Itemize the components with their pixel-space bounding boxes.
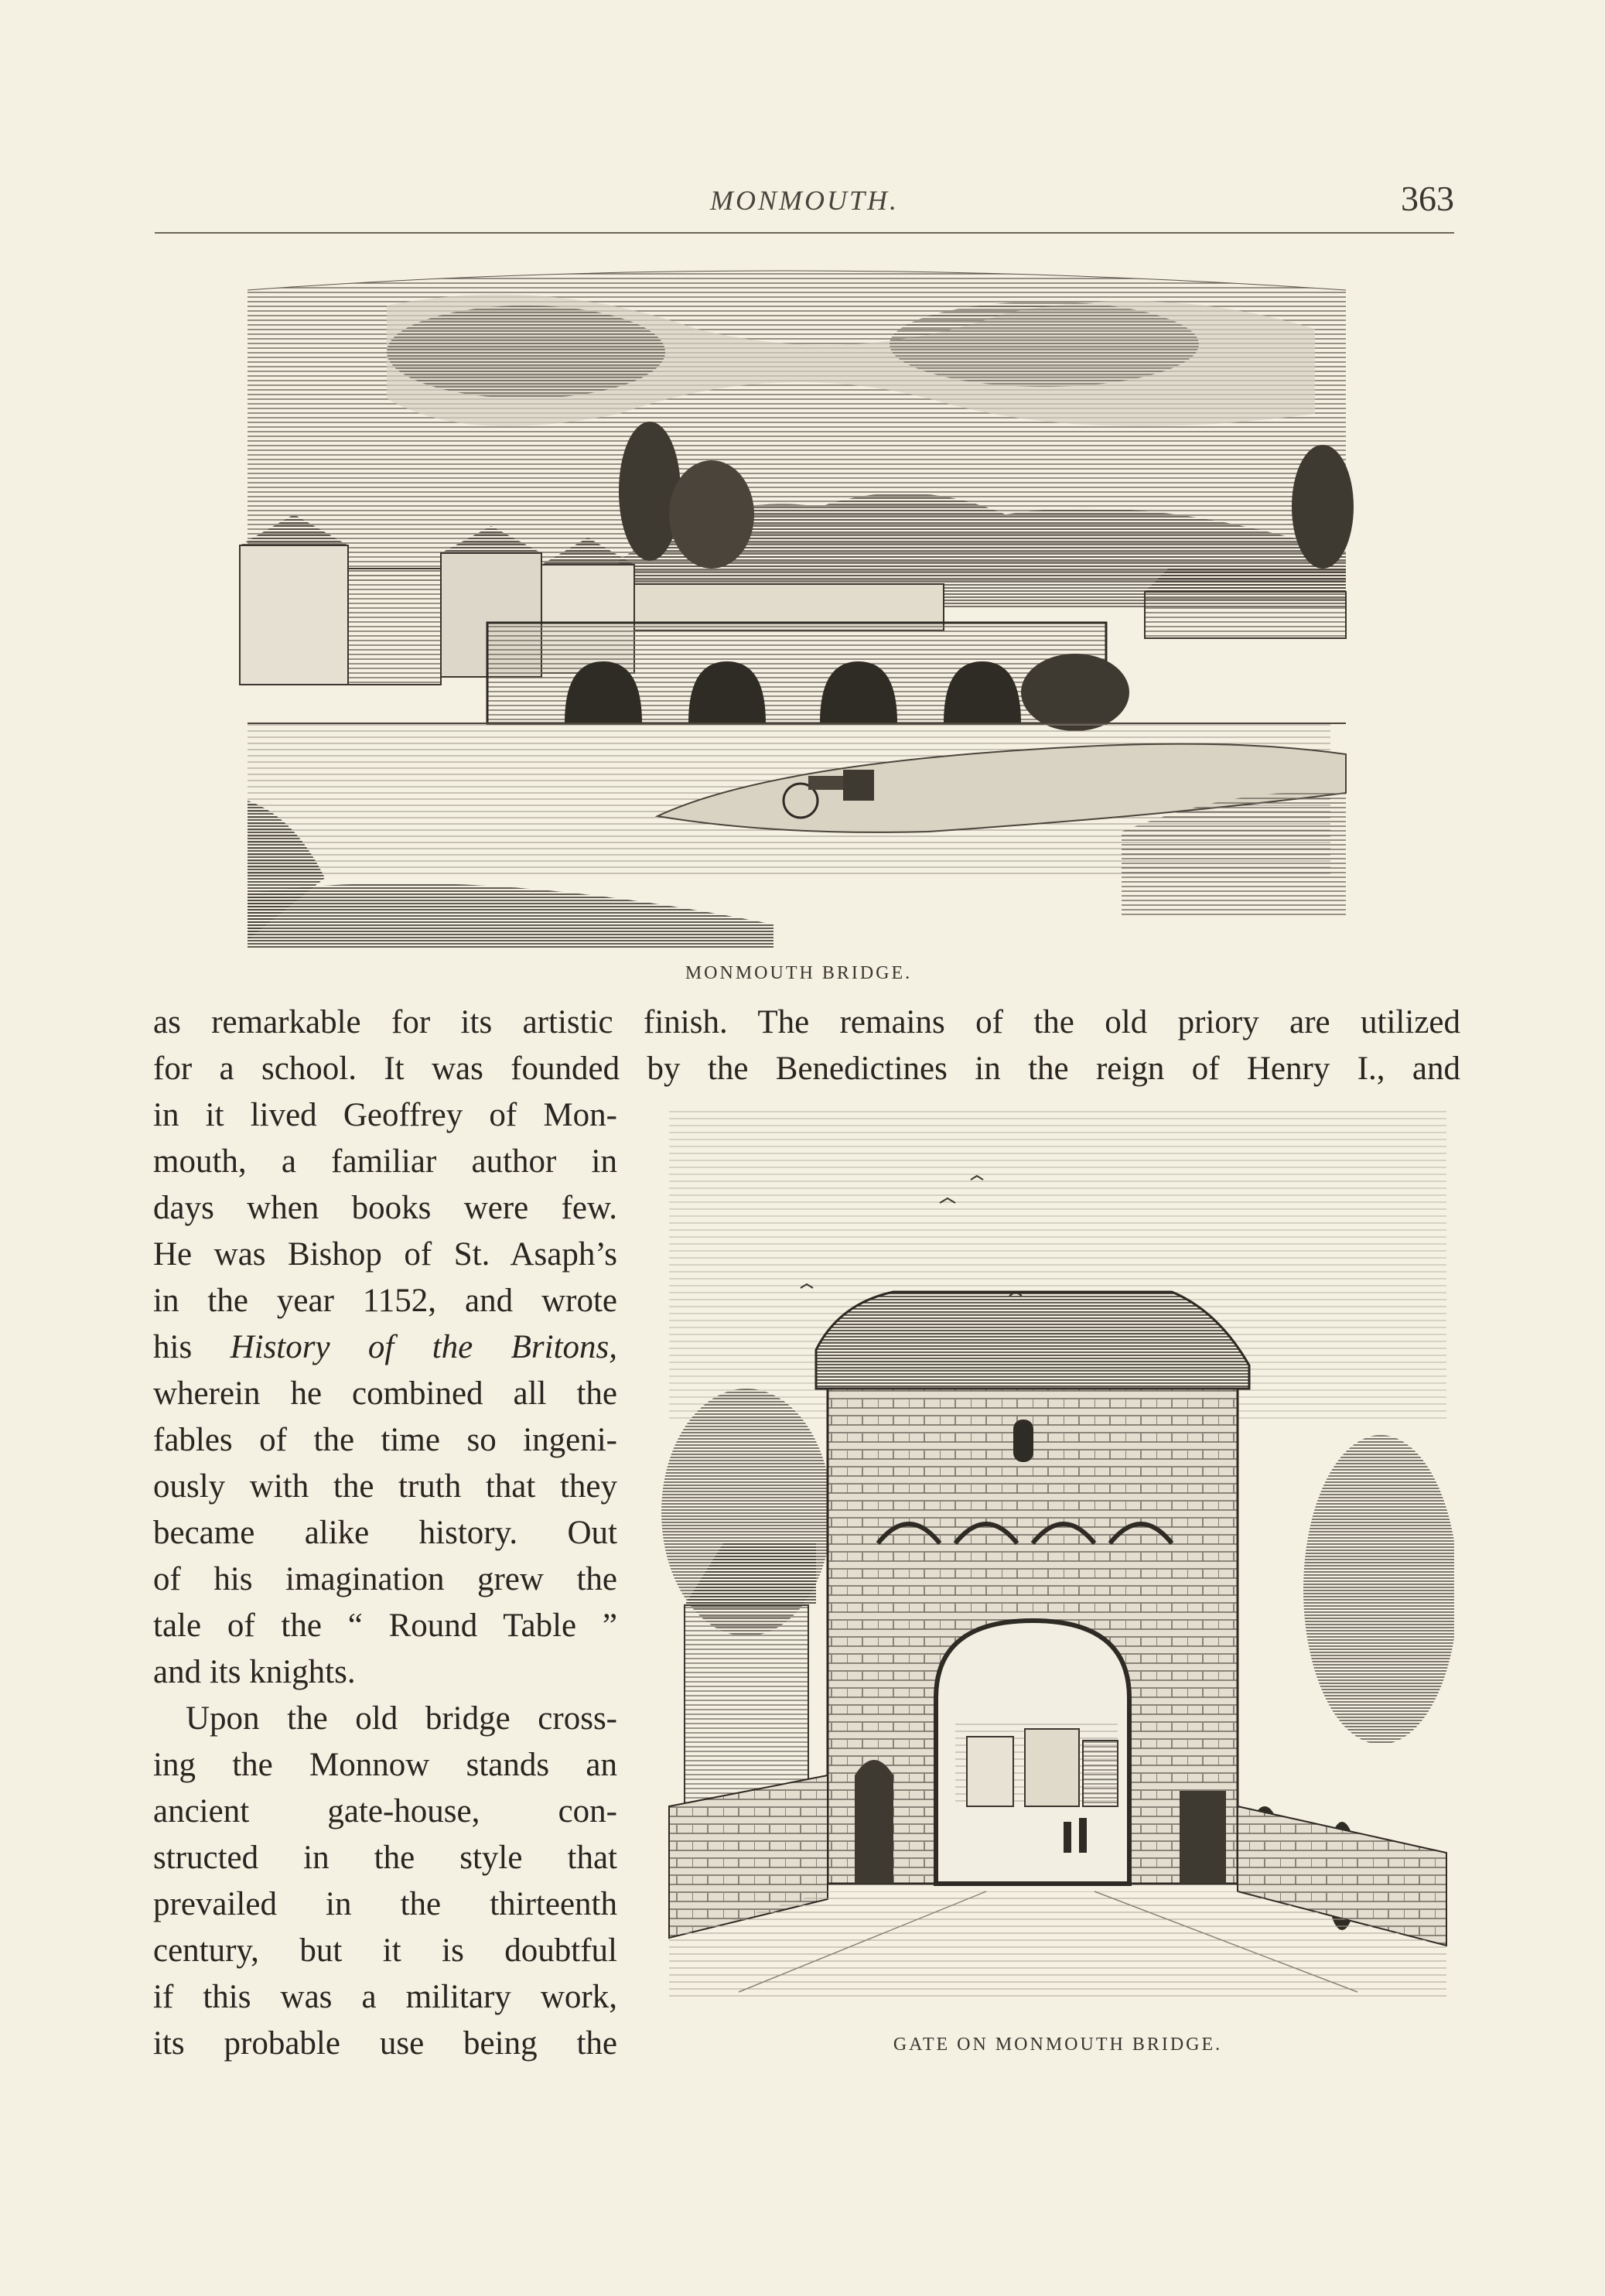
running-title: MONMOUTH. (709, 185, 899, 216)
figure-caption-bridge: MONMOUTH BRIDGE. (685, 963, 913, 983)
text-fragment: his (153, 1329, 193, 1365)
text-line: as remarkable for its artistic finish. The remains of the old priory are utilized (153, 1004, 1460, 1040)
text-line: Upon the old bridge cross- (186, 1700, 617, 1737)
text-line: ing the Monnow stands an (153, 1747, 617, 1783)
text-line: for a school. It was founded by the Benedictines in the reign of Henry I., and (153, 1051, 1460, 1087)
text-line: tale of the “ Round Table ” (153, 1608, 617, 1644)
text-line: ancient gate-house, con- (153, 1793, 617, 1830)
text-line: structed in the style that (153, 1840, 617, 1876)
text-line: mouth, a familiar author in (153, 1143, 617, 1180)
figure-caption-gate: GATE ON MONMOUTH BRIDGE. (893, 2035, 1223, 2055)
text-line: century, but it is doubtful (153, 1932, 617, 1969)
text-line: in the year 1152, and wrote (153, 1283, 617, 1319)
monmouth-bridge-engraving (232, 259, 1365, 955)
book-title: History of the Britons, (230, 1329, 618, 1365)
text-line: wherein he combined all the (153, 1375, 617, 1412)
text-line: days when books were few. (153, 1190, 617, 1226)
text-line (153, 1324, 617, 1371)
text-line: in it lived Geoffrey of Mon- (153, 1097, 617, 1133)
gate-on-monmouth-bridge-engraving (661, 1110, 1454, 2000)
text-line: He was Bishop of St. Asaph’s (153, 1236, 617, 1273)
running-head (155, 178, 1454, 234)
text-line: ously with the truth that they (153, 1468, 617, 1505)
text-line: its probable use being the (153, 2025, 617, 2062)
page-number: 363 (1401, 179, 1454, 218)
text-line: became alike history. Out (153, 1515, 617, 1551)
text-line: of his imagination grew the (153, 1561, 617, 1597)
text-line: if this was a military work, (153, 1979, 617, 2015)
text-line: prevailed in the thirteenth (153, 1886, 617, 1922)
text-line: and its knights. (153, 1654, 356, 1690)
text-line: fables of the time so ingeni- (153, 1422, 617, 1458)
